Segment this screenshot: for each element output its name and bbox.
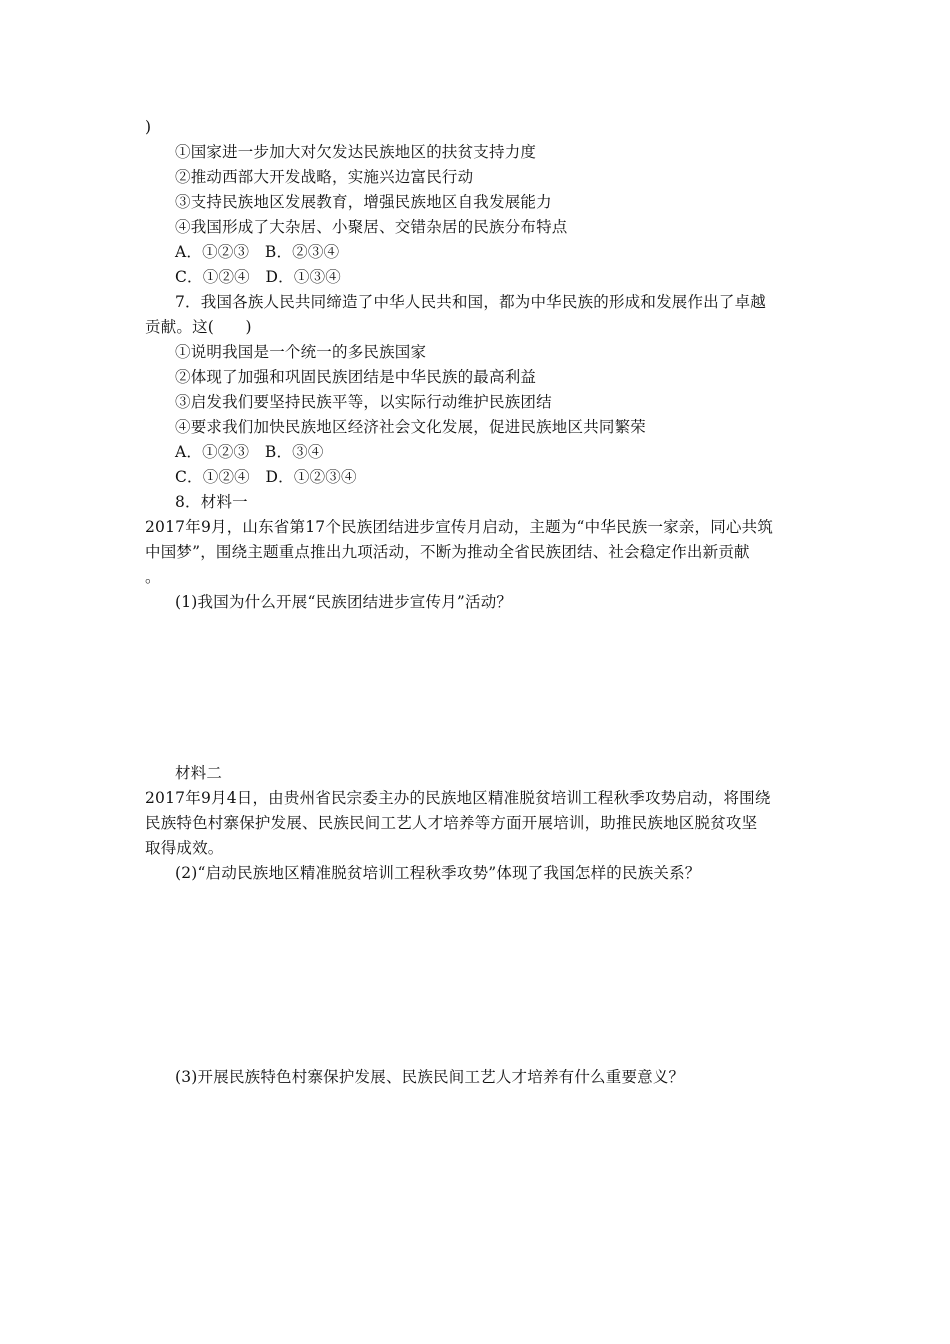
q8-material1-line3: 。 — [145, 568, 161, 586]
q8-material2-heading: 材料二 — [175, 764, 223, 782]
q8-material2-line1: 2017年9月4日，由贵州省民宗委主办的民族地区精准脱贫培训工程秋季攻势启动，将围绕 — [145, 789, 771, 807]
q7-option-2: ②体现了加强和巩固民族团结是中华民族的最高利益 — [175, 368, 537, 386]
q6-option-1: ①国家进一步加大对欠发达民族地区的扶贫支持力度 — [175, 143, 537, 161]
q7-option-4: ④要求我们加快民族地区经济社会文化发展，促进民族地区共同繁荣 — [175, 418, 647, 436]
q7-stem-line2: 贡献。这( ) — [145, 318, 252, 336]
q8-sub-question-1: (1)我国为什么开展“民族团结进步宣传月”活动？ — [175, 593, 513, 611]
q8-material2-line3: 取得成效。 — [145, 839, 224, 857]
q7-stem-line1: 7．我国各族人民共同缔造了中华人民共和国，都为中华民族的形成和发展作出了卓越 — [175, 293, 766, 311]
q8-sub-question-3: (3)开展民族特色村寨保护发展、民族民间工艺人才培养有什么重要意义？ — [175, 1068, 685, 1086]
q8-material2-line2: 民族特色村寨保护发展、民族民间工艺人才培养等方面开展培训，助推民族地区脱贫攻坚 — [145, 814, 758, 832]
q6-option-3: ③支持民族地区发展教育，增强民族地区自我发展能力 — [175, 193, 552, 211]
q6-choices-ab: A．①②③ B．②③④ — [175, 243, 340, 261]
q7-option-1: ①说明我国是一个统一的多民族国家 — [175, 343, 427, 361]
q8-material1-line2: 中国梦”，围绕主题重点推出九项活动，不断为推动全省民族团结、社会稳定作出新贡献 — [145, 543, 750, 561]
q8-heading: 8．材料一 — [175, 493, 248, 511]
q7-choices-ab: A．①②③ B．③④ — [175, 443, 324, 461]
q8-material1-line1: 2017年9月，山东省第17个民族团结进步宣传月启动，主题为“中华民族一家亲，同心共筑 — [145, 518, 774, 536]
q7-option-3: ③启发我们要坚持民族平等，以实际行动维护民族团结 — [175, 393, 552, 411]
q6-choices-cd: C．①②④ D．①③④ — [175, 268, 341, 286]
q6-option-2: ②推动西部大开发战略，实施兴边富民行动 — [175, 168, 474, 186]
q6-option-4: ④我国形成了大杂居、小聚居、交错杂居的民族分布特点 — [175, 218, 568, 236]
q7-choices-cd: C．①②④ D．①②③④ — [175, 468, 357, 486]
q8-sub-question-2: (2)“启动民族地区精准脱贫培训工程秋季攻势”体现了我国怎样的民族关系？ — [175, 864, 701, 882]
q6-stem-tail: ) — [145, 118, 152, 136]
